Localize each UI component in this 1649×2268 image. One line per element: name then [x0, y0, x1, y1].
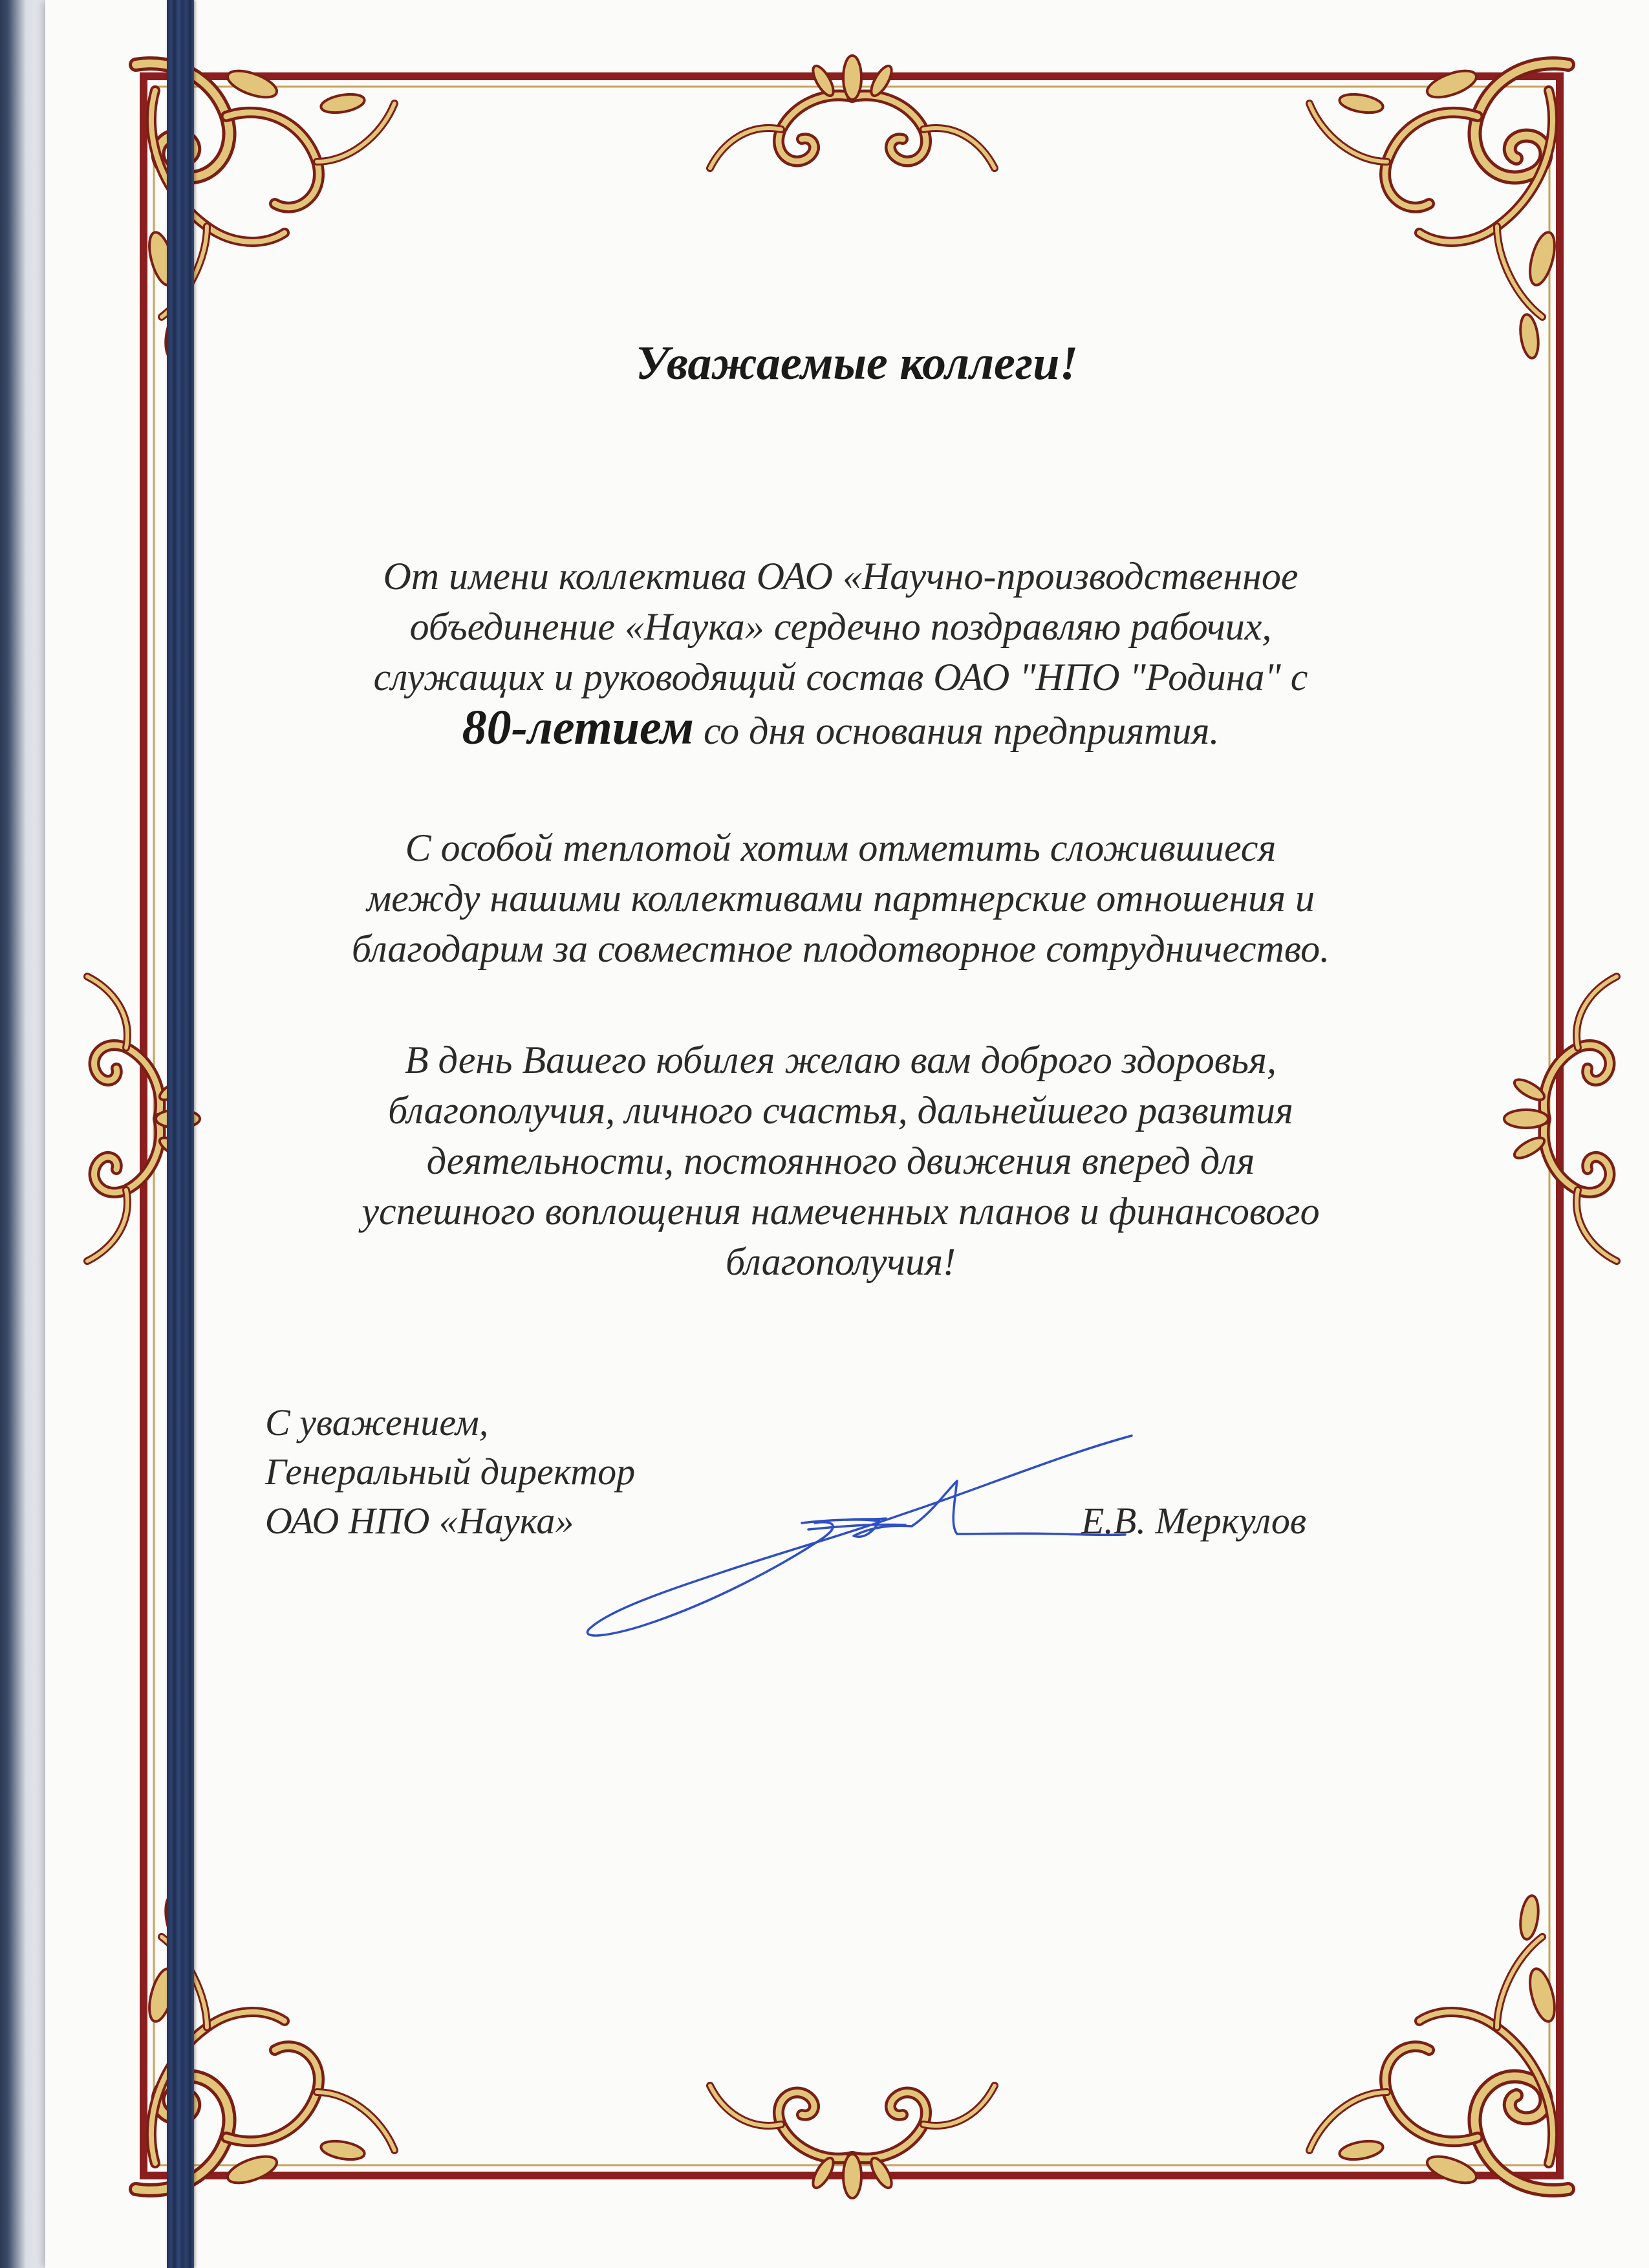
paragraph3-line-1: В день Вашего юбилея желаю вам доброго здоровья,	[405, 1039, 1277, 1081]
letter-title: Уважаемые коллеги!	[635, 337, 1079, 390]
closing-position: Генеральный директор	[265, 1451, 636, 1493]
binding-ribbon	[167, 0, 194, 2268]
paragraph-partnership	[259, 823, 1423, 974]
paragraph-congratulation	[259, 551, 1423, 756]
handwritten-signature	[569, 1416, 1151, 1649]
anniversary-emphasis: 80-летием	[462, 700, 694, 755]
signer-name: Е.В. Меркулов	[1081, 1500, 1307, 1542]
paragraph3-line-5: благополучия!	[726, 1240, 956, 1283]
paragraph2-line-1: С особой теплотой хотим отметить сложившиеся	[405, 826, 1277, 869]
closing-regards: С уважением,	[265, 1401, 489, 1443]
paragraph1-line-1: От имени коллектива ОАО «Научно-производственное	[383, 555, 1299, 598]
paragraph2-line-2: между нашими коллективами партнерские отношения и	[367, 877, 1315, 920]
paragraph2-line-3: благодарим за совместное плодотворное сотрудничество.	[351, 927, 1330, 970]
paragraph3-line-2: благополучия, личного счастья, дальнейшего развития	[388, 1089, 1293, 1132]
paragraph1-line-2: объединение «Наука» сердечно поздравляю рабочих,	[409, 605, 1272, 648]
paragraph1-tail: со дня основания предприятия.	[693, 709, 1220, 752]
paragraph3-line-4: успешного воплощения намеченных планов и финансового	[361, 1190, 1320, 1233]
closing-organization: ОАО НПО «Наука»	[265, 1500, 574, 1542]
paragraph-wishes	[259, 1035, 1423, 1287]
paragraph3-line-3: деятельности, постоянного движения вперед для	[426, 1139, 1255, 1182]
paragraph1-line-3: служащих и руководящий состав ОАО "НПО "Родина" с	[373, 656, 1308, 698]
